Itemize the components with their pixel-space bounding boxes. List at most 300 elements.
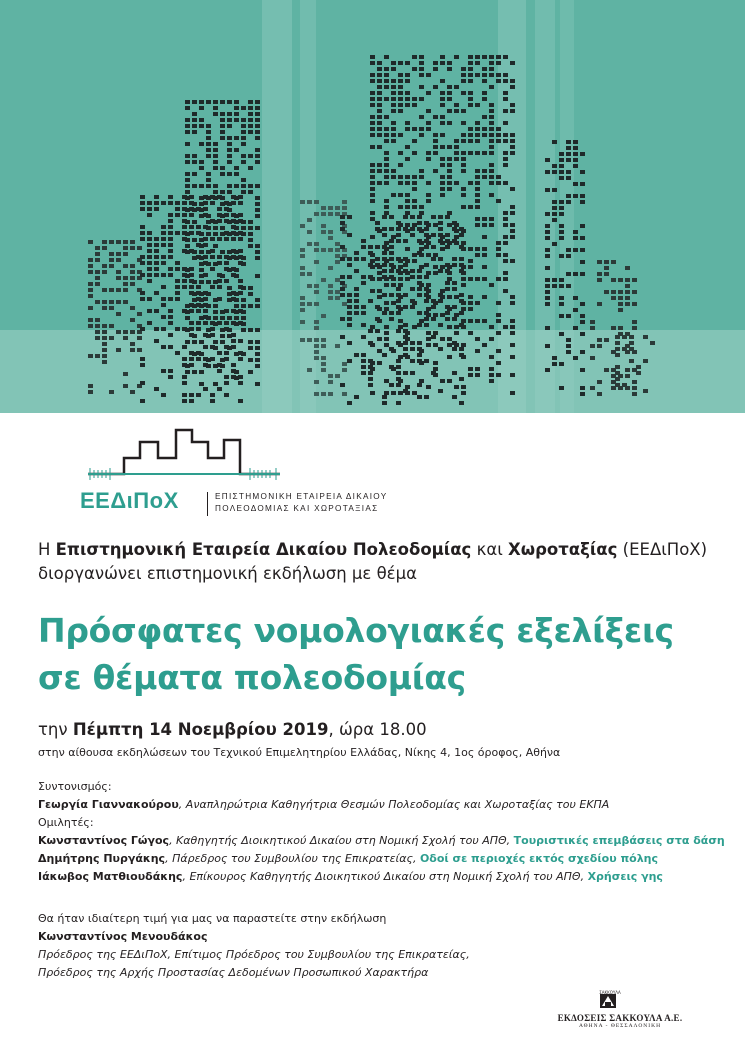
building-window — [224, 321, 229, 325]
building-window — [227, 118, 232, 122]
building-window — [189, 399, 194, 403]
building-window — [340, 287, 345, 291]
building-window — [255, 328, 260, 332]
building-window — [503, 151, 508, 155]
building-window — [199, 166, 204, 170]
building-window — [417, 215, 422, 219]
building-window — [147, 207, 152, 211]
building-window — [461, 247, 466, 251]
building-window — [433, 61, 438, 65]
building-window — [482, 247, 487, 251]
building-window — [643, 359, 648, 363]
building-window — [300, 338, 305, 342]
building-window — [335, 260, 340, 264]
building-window — [328, 236, 333, 240]
building-window — [398, 271, 403, 275]
building-window — [424, 263, 429, 267]
building-window — [140, 195, 145, 199]
building-window — [412, 151, 417, 155]
building-window — [503, 163, 508, 167]
building-window — [510, 211, 515, 215]
building-window — [636, 365, 641, 369]
building-window — [440, 145, 445, 149]
building-window — [377, 103, 382, 107]
building-window — [354, 353, 359, 357]
building-window — [496, 277, 501, 281]
building-window — [168, 315, 173, 319]
building-window — [447, 175, 452, 179]
building-window — [419, 229, 424, 233]
building-window — [168, 243, 173, 247]
building-window — [328, 392, 333, 396]
building-window — [545, 230, 550, 234]
building-window — [168, 267, 173, 271]
building-window — [510, 205, 515, 209]
building-window — [475, 199, 480, 203]
building-window — [361, 257, 366, 261]
building-window — [510, 325, 515, 329]
building-window — [255, 208, 260, 212]
building-window — [461, 283, 466, 287]
building-window — [314, 392, 319, 396]
building-window — [552, 242, 557, 246]
building-window — [625, 284, 630, 288]
building-window — [168, 201, 173, 205]
building-window — [234, 310, 239, 314]
building-window — [234, 118, 239, 122]
building-window — [391, 367, 396, 371]
building-window — [213, 316, 218, 320]
building-window — [552, 170, 557, 174]
building-window — [496, 79, 501, 83]
building-window — [426, 241, 431, 245]
building-window — [384, 331, 389, 335]
building-window — [389, 239, 394, 243]
building-window — [109, 300, 114, 304]
building-window — [370, 79, 375, 83]
building-window — [573, 236, 578, 240]
building-window — [206, 232, 211, 236]
building-window — [361, 239, 366, 243]
building-window — [440, 289, 445, 293]
building-window — [545, 170, 550, 174]
building-window — [403, 341, 408, 345]
building-window — [248, 328, 253, 332]
building-window — [130, 240, 135, 244]
building-window — [368, 371, 373, 375]
building-window — [398, 355, 403, 359]
building-window — [377, 61, 382, 65]
building-window — [405, 271, 410, 275]
building-window — [461, 391, 466, 395]
building-window — [629, 335, 634, 339]
building-window — [433, 361, 438, 365]
building-window — [227, 268, 232, 272]
talk-topic: Τουριστικές επεμβάσεις στα δάση — [513, 834, 725, 847]
building-window — [382, 215, 387, 219]
building-window — [475, 187, 480, 191]
building-window — [468, 373, 473, 377]
building-window — [234, 250, 239, 254]
building-window — [403, 239, 408, 243]
building-window — [203, 321, 208, 325]
building-window — [391, 391, 396, 395]
building-window — [566, 284, 571, 288]
building-window — [314, 356, 319, 360]
building-window — [510, 187, 515, 191]
building-window — [192, 130, 197, 134]
building-window — [405, 61, 410, 65]
building-window — [445, 245, 450, 249]
building-window — [468, 265, 473, 269]
building-window — [545, 188, 550, 192]
building-window — [206, 334, 211, 338]
building-window — [440, 133, 445, 137]
building-window — [440, 187, 445, 191]
building-window — [213, 364, 218, 368]
building-window — [175, 213, 180, 217]
building-window — [199, 292, 204, 296]
building-window — [468, 67, 473, 71]
building-window — [377, 361, 382, 365]
building-window — [130, 348, 135, 352]
building-window — [206, 100, 211, 104]
building-window — [503, 289, 508, 293]
building-window — [109, 264, 114, 268]
building-window — [248, 118, 253, 122]
building-window — [545, 266, 550, 270]
building-window — [447, 145, 452, 149]
speaker-row — [38, 850, 728, 868]
building-window — [161, 303, 166, 307]
building-window — [342, 302, 347, 306]
building-window — [231, 339, 236, 343]
building-window — [213, 112, 218, 116]
building-window — [384, 307, 389, 311]
building-window — [370, 55, 375, 59]
building-window — [566, 170, 571, 174]
building-window — [255, 196, 260, 200]
building-window — [185, 304, 190, 308]
building-window — [347, 305, 352, 309]
building-window — [461, 121, 466, 125]
building-window — [482, 133, 487, 137]
building-window — [405, 277, 410, 281]
building-window — [206, 262, 211, 266]
building-window — [632, 278, 637, 282]
building-window — [227, 298, 232, 302]
building-window — [398, 343, 403, 347]
building-window — [650, 341, 655, 345]
building-window — [368, 245, 373, 249]
building-window — [182, 285, 187, 289]
building-window — [168, 249, 173, 253]
building-window — [241, 310, 246, 314]
building-window — [210, 399, 215, 403]
building-window — [454, 385, 459, 389]
building-window — [234, 292, 239, 296]
building-window — [255, 160, 260, 164]
building-window — [217, 207, 222, 211]
building-window — [489, 139, 494, 143]
building-window — [510, 109, 515, 113]
building-window — [340, 227, 345, 231]
building-window — [248, 286, 253, 290]
building-window — [307, 302, 312, 306]
building-window — [461, 325, 466, 329]
building-window — [210, 393, 215, 397]
building-window — [426, 271, 431, 275]
building-window — [417, 293, 422, 297]
building-window — [220, 214, 225, 218]
president-role-1 — [38, 946, 638, 964]
building-window — [375, 245, 380, 249]
building-window — [482, 79, 487, 83]
building-window — [185, 100, 190, 104]
event-program — [38, 778, 728, 886]
building-window — [154, 237, 159, 241]
building-window — [580, 170, 585, 174]
building-window — [199, 244, 204, 248]
building-window — [370, 211, 375, 215]
building-window — [213, 310, 218, 314]
building-window — [417, 395, 422, 399]
building-window — [503, 55, 508, 59]
building-window — [580, 332, 585, 336]
building-window — [615, 371, 620, 375]
building-window — [175, 207, 180, 211]
building-window — [433, 367, 438, 371]
building-window — [454, 181, 459, 185]
speaker-role: , Επίκουρος Καθηγητής Διοικητικού Δικαίου στη Νομική Σχολή του ΑΠΘ, — [182, 870, 588, 883]
building-window — [454, 55, 459, 59]
building-window — [433, 343, 438, 347]
time-value: , ώρα 18.00 — [328, 720, 427, 739]
building-window — [384, 67, 389, 71]
building-window — [123, 282, 128, 286]
building-window — [454, 103, 459, 107]
building-window — [573, 140, 578, 144]
building-window — [123, 372, 128, 376]
building-window — [396, 227, 401, 231]
building-window — [328, 290, 333, 294]
building-window — [440, 115, 445, 119]
building-window — [410, 305, 415, 309]
building-window — [496, 73, 501, 77]
building-window — [248, 106, 253, 110]
building-window — [234, 316, 239, 320]
building-window — [220, 172, 225, 176]
building-window — [227, 184, 232, 188]
building-window — [248, 154, 253, 158]
building-window — [368, 383, 373, 387]
building-window — [398, 61, 403, 65]
building-window — [375, 257, 380, 261]
building-window — [461, 355, 466, 359]
building-window — [447, 211, 452, 215]
building-window — [405, 223, 410, 227]
president-role-text: Πρόεδρος της Αρχής Προστασίας Δεδομένων Προσωπικού Χαρακτήρα — [38, 966, 429, 979]
hero-illustration — [0, 0, 745, 413]
building-window — [370, 217, 375, 221]
building-window — [241, 316, 246, 320]
building-window — [405, 103, 410, 107]
building-window — [88, 258, 93, 262]
building-window — [398, 223, 403, 227]
speaker-role: , Καθηγητής Διοικητικού Δικαίου στη Νομική Σχολή του ΑΠΘ, — [169, 834, 514, 847]
building-window — [412, 391, 417, 395]
building-window — [391, 79, 396, 83]
building-window — [405, 157, 410, 161]
building-window — [440, 175, 445, 179]
building-window — [454, 145, 459, 149]
building-window — [154, 255, 159, 259]
building-window — [347, 263, 352, 267]
building-window — [468, 307, 473, 311]
building-window — [412, 139, 417, 143]
building-window — [147, 231, 152, 235]
building-window — [182, 381, 187, 385]
building-window — [241, 328, 246, 332]
building-window — [552, 200, 557, 204]
building-window — [426, 295, 431, 299]
building-window — [255, 352, 260, 356]
building-window — [618, 278, 623, 282]
date-prefix: την — [38, 720, 73, 739]
building-window — [391, 139, 396, 143]
building-window — [566, 248, 571, 252]
building-window — [629, 341, 634, 345]
building-window — [382, 311, 387, 315]
building-window — [629, 347, 634, 351]
building-window — [417, 275, 422, 279]
building-window — [615, 383, 620, 387]
building-window — [234, 268, 239, 272]
building-window — [433, 373, 438, 377]
speaker-name: Δημήτρης Πυργάκης — [38, 852, 166, 865]
building-window — [95, 258, 100, 262]
building-window — [307, 242, 312, 246]
building-window — [475, 181, 480, 185]
building-window — [611, 278, 616, 282]
building-window — [459, 293, 464, 297]
building-window — [196, 393, 201, 397]
building-window — [300, 248, 305, 252]
building-window — [300, 296, 305, 300]
building-window — [217, 255, 222, 259]
building-window — [161, 255, 166, 259]
building-window — [335, 254, 340, 258]
building-window — [604, 260, 609, 264]
building-window — [475, 193, 480, 197]
building-window — [213, 100, 218, 104]
building-window — [384, 199, 389, 203]
building-window — [185, 184, 190, 188]
building-window — [185, 268, 190, 272]
building-window — [328, 248, 333, 252]
building-window — [185, 208, 190, 212]
building-window — [213, 148, 218, 152]
building-window — [503, 121, 508, 125]
building-window — [426, 151, 431, 155]
building-window — [347, 233, 352, 237]
building-window — [185, 154, 190, 158]
building-window — [391, 283, 396, 287]
building-window — [447, 97, 452, 101]
building-window — [580, 194, 585, 198]
building-window — [370, 361, 375, 365]
building-window — [161, 297, 166, 301]
building-window — [192, 112, 197, 116]
building-window — [496, 331, 501, 335]
building-window — [255, 100, 260, 104]
building-window — [475, 247, 480, 251]
building-window — [389, 227, 394, 231]
building-window — [116, 240, 121, 244]
building-window — [140, 363, 145, 367]
building-window — [255, 118, 260, 122]
building-window — [510, 139, 515, 143]
building-window — [489, 163, 494, 167]
building-window — [248, 184, 253, 188]
building-window — [398, 319, 403, 323]
building-window — [377, 295, 382, 299]
building-window — [361, 305, 366, 309]
building-window — [438, 257, 443, 261]
building-window — [445, 287, 450, 291]
building-window — [405, 175, 410, 179]
building-window — [192, 154, 197, 158]
building-window — [440, 241, 445, 245]
building-window — [227, 190, 232, 194]
building-window — [168, 213, 173, 217]
building-window — [213, 190, 218, 194]
building-window — [632, 392, 637, 396]
building-window — [447, 223, 452, 227]
building-window — [234, 148, 239, 152]
building-window — [300, 272, 305, 276]
building-window — [632, 380, 637, 384]
building-window — [580, 248, 585, 252]
building-window — [321, 362, 326, 366]
building-window — [580, 260, 585, 264]
building-window — [213, 154, 218, 158]
building-window — [307, 368, 312, 372]
building-window — [461, 169, 466, 173]
building-window — [213, 244, 218, 248]
building-window — [300, 254, 305, 258]
building-window — [123, 300, 128, 304]
building-window — [241, 154, 246, 158]
building-window — [182, 213, 187, 217]
building-window — [102, 270, 107, 274]
building-window — [482, 73, 487, 77]
eedipox-logo — [80, 428, 388, 518]
building-window — [154, 249, 159, 253]
building-window — [182, 357, 187, 361]
building-window — [559, 224, 564, 228]
building-window — [510, 151, 515, 155]
building-window — [468, 151, 473, 155]
building-window — [168, 225, 173, 229]
building-window — [168, 369, 173, 373]
building-window — [440, 61, 445, 65]
building-window — [255, 382, 260, 386]
building-window — [468, 181, 473, 185]
building-window — [461, 79, 466, 83]
building-window — [161, 345, 166, 349]
building-window — [370, 187, 375, 191]
